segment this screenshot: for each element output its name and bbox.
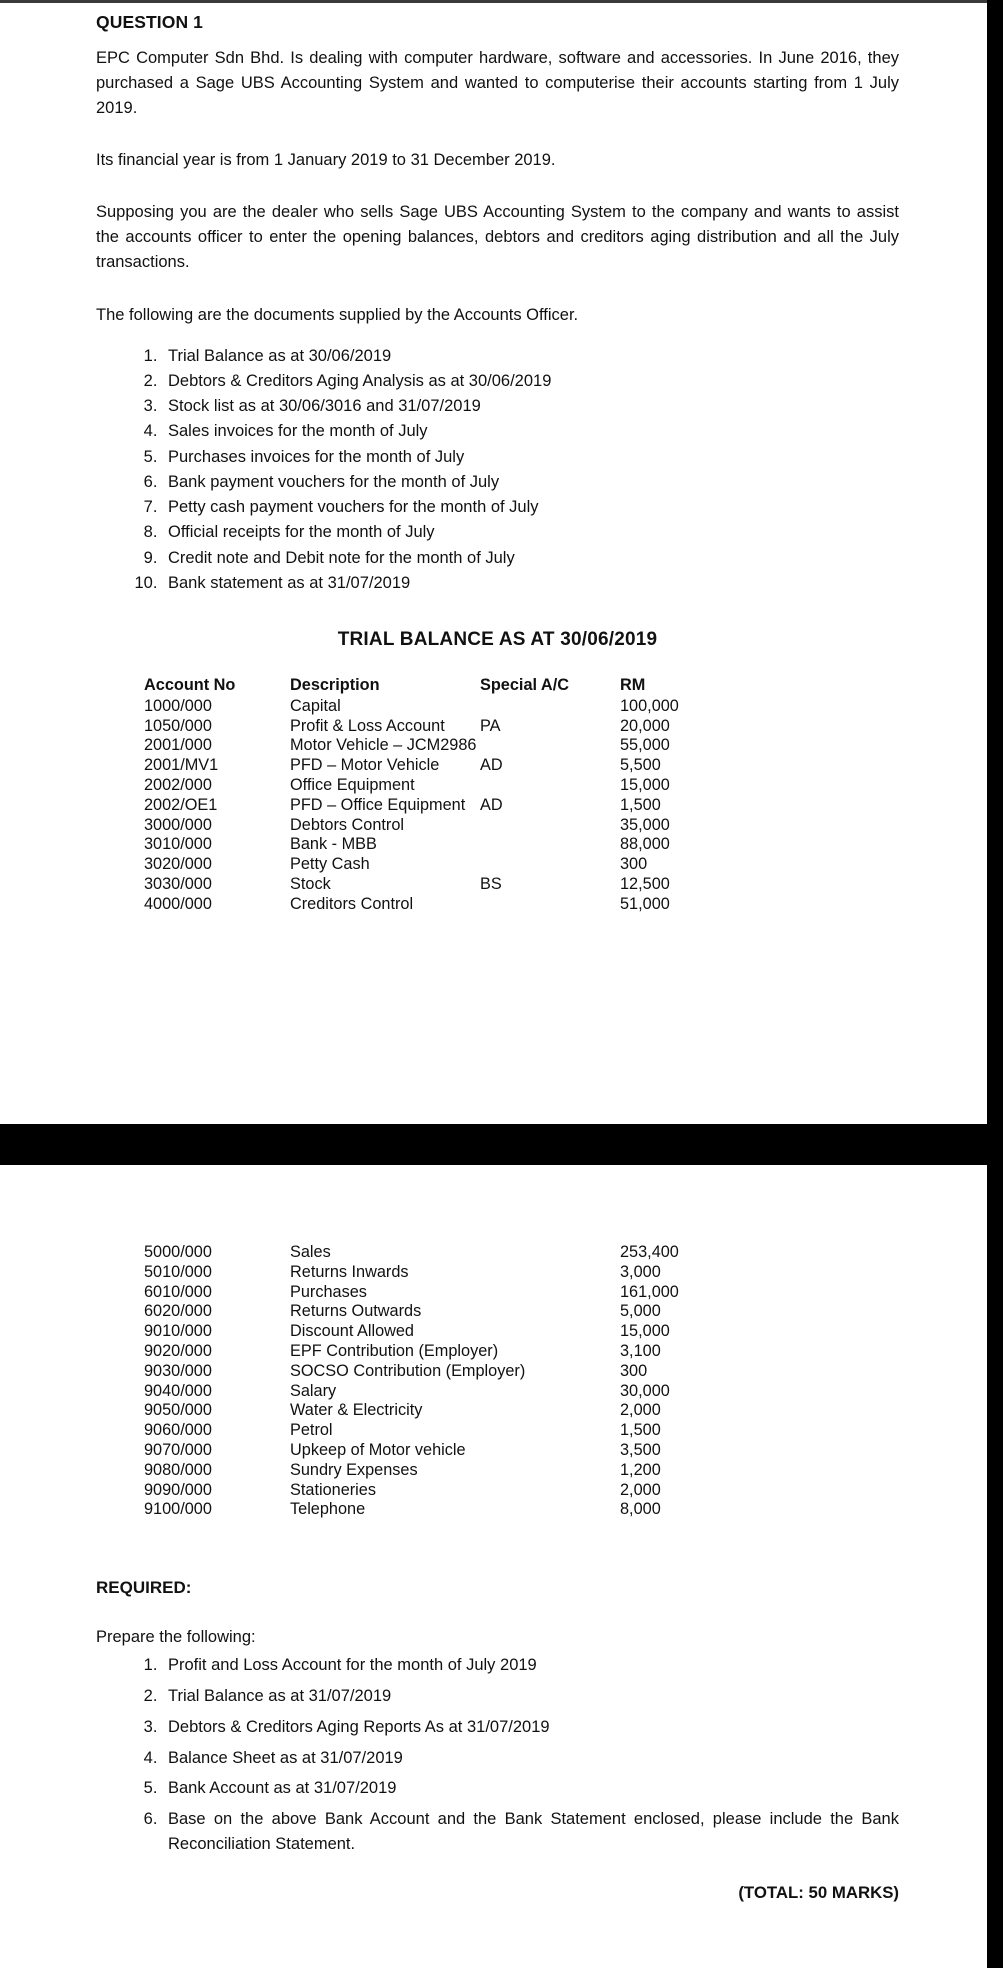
cell-description: Discount Allowed: [290, 1322, 414, 1341]
intro-paragraph-2: Its financial year is from 1 January 2019 to 31 December 2019.: [96, 151, 556, 170]
intro-paragraph-1: EPC Computer Sdn Bhd. Is dealing with computer hardware, software and accessories. In June 2016, they purchased a Sage UBS Accounting System and wanted to computerise their accounts starting from 1 July 2019.: [96, 49, 899, 118]
cell-rm: 8,000: [620, 1500, 661, 1519]
trial-balance-title: TRIAL BALANCE AS AT 30/06/2019: [337, 628, 658, 650]
cell-account-no: 5010/000: [144, 1262, 212, 1281]
page-right-margin-strip: [987, 1165, 995, 1968]
cell-account-no: 3000/000: [144, 815, 212, 834]
page-right-margin-strip: [987, 0, 995, 1124]
cell-description: Bank - MBB: [290, 835, 377, 854]
cell-rm: 30,000: [620, 1381, 670, 1400]
table-header-row: [144, 676, 740, 697]
cell-account-no: 6020/000: [144, 1302, 212, 1321]
list-item: 6. Bank payment vouchers for the month of July: [162, 472, 899, 494]
cell-description: Water & Electricity: [290, 1401, 423, 1420]
table-row: [144, 1362, 740, 1382]
column-header-special-ac: Special A/C: [480, 675, 569, 694]
cell-special-ac: [480, 835, 620, 855]
list-item: 1. Trial Balance as at 30/06/2019: [162, 346, 899, 368]
table-row: [144, 1481, 740, 1501]
cell-rm: 35,000: [620, 815, 670, 834]
required-intro: Prepare the following:: [96, 1628, 256, 1647]
table-row: [144, 717, 740, 737]
table-row: [144, 776, 740, 796]
table-row: [144, 1342, 740, 1362]
cell-account-no: 9030/000: [144, 1361, 212, 1380]
cell-rm: 3,100: [620, 1341, 661, 1360]
page-break-separator: [0, 1124, 1003, 1165]
table-row: [144, 1382, 740, 1402]
list-item: 7. Petty cash payment vouchers for the month of July: [162, 497, 899, 519]
cell-rm: 3,000: [620, 1262, 661, 1281]
cell-account-no: 1050/000: [144, 716, 212, 735]
cell-description: SOCSO Contribution (Employer): [290, 1361, 526, 1380]
cell-description: Profit & Loss Account: [290, 716, 445, 735]
table-row: [144, 816, 740, 836]
column-header-description: Description: [290, 675, 380, 694]
table-row: [144, 736, 740, 756]
table-row: [144, 796, 740, 816]
cell-description: Petrol: [290, 1421, 333, 1440]
cell-description: Telephone: [290, 1500, 366, 1519]
cell-account-no: 5000/000: [144, 1243, 212, 1261]
list-item: 3. Stock list as at 30/06/3016 and 31/07/2019: [162, 396, 899, 418]
cell-special-ac: [480, 776, 620, 796]
cell-description: Capital: [290, 696, 341, 715]
total-marks: (TOTAL: 50 MARKS): [738, 1882, 899, 1902]
cell-account-no: 9060/000: [144, 1421, 212, 1440]
cell-special-ac: PA: [480, 716, 501, 735]
cell-description: Returns Inwards: [290, 1262, 409, 1281]
cell-special-ac: [480, 855, 620, 875]
cell-description: Debtors Control: [290, 815, 405, 834]
cell-account-no: 1000/000: [144, 696, 212, 715]
cell-account-no: 9070/000: [144, 1440, 212, 1459]
cell-description: Stock: [290, 874, 331, 893]
table-row: [144, 1461, 740, 1481]
intro-paragraph-4: The following are the documents supplied by the Accounts Officer.: [96, 305, 579, 324]
table-row: [144, 1401, 740, 1421]
list-item: 4. Balance Sheet as at 31/07/2019: [162, 1746, 899, 1771]
cell-rm: 253,400: [620, 1243, 679, 1261]
table-row: [144, 1263, 740, 1283]
cell-rm: 3,500: [620, 1440, 661, 1459]
trial-balance-table-page1: [144, 676, 740, 915]
cell-description: Creditors Control: [290, 894, 414, 913]
cell-account-no: 3010/000: [144, 835, 212, 854]
column-header-rm: RM: [620, 675, 646, 694]
table-row: [144, 1500, 740, 1520]
cell-rm: 1,500: [620, 795, 661, 814]
cell-rm: 161,000: [620, 1282, 679, 1301]
cell-description: Salary: [290, 1381, 337, 1400]
cell-description: Petty Cash: [290, 855, 370, 874]
cell-description: Sundry Expenses: [290, 1460, 418, 1479]
list-item: 4. Sales invoices for the month of July: [162, 421, 899, 443]
required-heading: REQUIRED:: [96, 1578, 192, 1598]
cell-description: PFD – Motor Vehicle: [290, 756, 440, 775]
intro-paragraph-3: Supposing you are the dealer who sells Sage UBS Accounting System to the company and wants to assist the accounts officer to enter the opening balances, debtors and creditors aging distribution and all the July transactions.: [96, 203, 899, 272]
cell-account-no: 3030/000: [144, 874, 212, 893]
cell-account-no: 9090/000: [144, 1480, 212, 1499]
cell-special-ac: [480, 895, 620, 915]
list-item: 2. Debtors & Creditors Aging Analysis as at 30/06/2019: [162, 371, 899, 393]
table-row: [144, 1421, 740, 1441]
cell-rm: 51,000: [620, 894, 670, 913]
trial-balance-table-page2: [144, 1243, 740, 1520]
list-item: 8. Official receipts for the month of July: [162, 522, 899, 544]
page-top-spacer: [96, 1165, 899, 1243]
cell-special-ac: BS: [480, 874, 502, 893]
table-row: [144, 1243, 740, 1263]
cell-account-no: 9020/000: [144, 1341, 212, 1360]
list-item: 3. Debtors & Creditors Aging Reports As at 31/07/2019: [162, 1715, 899, 1740]
cell-rm: 55,000: [620, 736, 670, 755]
list-item: 6. Base on the above Bank Account and the Bank Statement enclosed, please include the Bank Reconciliation Statement.: [162, 1807, 899, 1857]
list-item: 1. Profit and Loss Account for the month of July 2019: [162, 1653, 899, 1678]
cell-description: Sales: [290, 1243, 331, 1261]
cell-account-no: 2002/000: [144, 775, 212, 794]
list-item: 10. Bank statement as at 31/07/2019: [162, 573, 899, 595]
cell-rm: 15,000: [620, 775, 670, 794]
cell-description: PFD – Office Equipment: [290, 795, 466, 814]
table-row: [144, 1283, 740, 1303]
cell-special-ac: [480, 816, 620, 836]
cell-account-no: 6010/000: [144, 1282, 212, 1301]
document-page-2: [0, 1165, 995, 1968]
cell-description: Returns Outwards: [290, 1302, 422, 1321]
table-row: [144, 875, 740, 895]
cell-rm: 2,000: [620, 1401, 661, 1420]
cell-rm: 15,000: [620, 1322, 670, 1341]
cell-account-no: 9100/000: [144, 1500, 212, 1519]
cell-special-ac: AD: [480, 756, 503, 775]
table-row: [144, 855, 740, 875]
cell-special-ac: [480, 697, 620, 717]
list-item: 2. Trial Balance as at 31/07/2019: [162, 1684, 899, 1709]
cell-rm: 88,000: [620, 835, 670, 854]
cell-account-no: 2001/MV1: [144, 756, 219, 775]
cell-rm: 300: [620, 1361, 648, 1380]
cell-rm: 1,500: [620, 1421, 661, 1440]
cell-rm: 5,500: [620, 756, 661, 775]
cell-account-no: 9080/000: [144, 1460, 212, 1479]
cell-rm: 20,000: [620, 716, 670, 735]
cell-description: Office Equipment: [290, 775, 415, 794]
table-row: [144, 835, 740, 855]
required-items-list: [96, 1653, 899, 1856]
supplied-documents-list: [96, 346, 899, 595]
cell-description: EPF Contribution (Employer): [290, 1341, 499, 1360]
cell-account-no: 3020/000: [144, 855, 212, 874]
cell-rm: 100,000: [620, 696, 679, 715]
cell-description: Motor Vehicle – JCM2986: [290, 736, 477, 755]
table-row: [144, 697, 740, 717]
table-row: [144, 1322, 740, 1342]
cell-rm: 2,000: [620, 1480, 661, 1499]
table-row: [144, 895, 740, 915]
cell-account-no: 9040/000: [144, 1381, 212, 1400]
cell-account-no: 2002/OE1: [144, 795, 218, 814]
table-row: [144, 756, 740, 776]
cell-account-no: 9010/000: [144, 1322, 212, 1341]
cell-rm: 12,500: [620, 874, 670, 893]
cell-description: Purchases: [290, 1282, 367, 1301]
cell-rm: 300: [620, 855, 648, 874]
list-item: 9. Credit note and Debit note for the month of July: [162, 548, 899, 570]
list-item: 5. Purchases invoices for the month of July: [162, 447, 899, 469]
table-row: [144, 1441, 740, 1461]
list-item: 5. Bank Account as at 31/07/2019: [162, 1776, 899, 1801]
question-heading: QUESTION 1: [96, 12, 203, 32]
cell-special-ac: [480, 736, 620, 756]
cell-account-no: 2001/000: [144, 736, 212, 755]
cell-account-no: 9050/000: [144, 1401, 212, 1420]
cell-description: Upkeep of Motor vehicle: [290, 1440, 466, 1459]
page-top-edge: [0, 0, 995, 3]
cell-description: Stationeries: [290, 1480, 376, 1499]
cell-rm: 5,000: [620, 1302, 661, 1321]
cell-rm: 1,200: [620, 1460, 661, 1479]
cell-special-ac: AD: [480, 795, 503, 814]
cell-account-no: 4000/000: [144, 894, 212, 913]
table-row: [144, 1302, 740, 1322]
column-header-account-no: Account No: [144, 675, 236, 694]
